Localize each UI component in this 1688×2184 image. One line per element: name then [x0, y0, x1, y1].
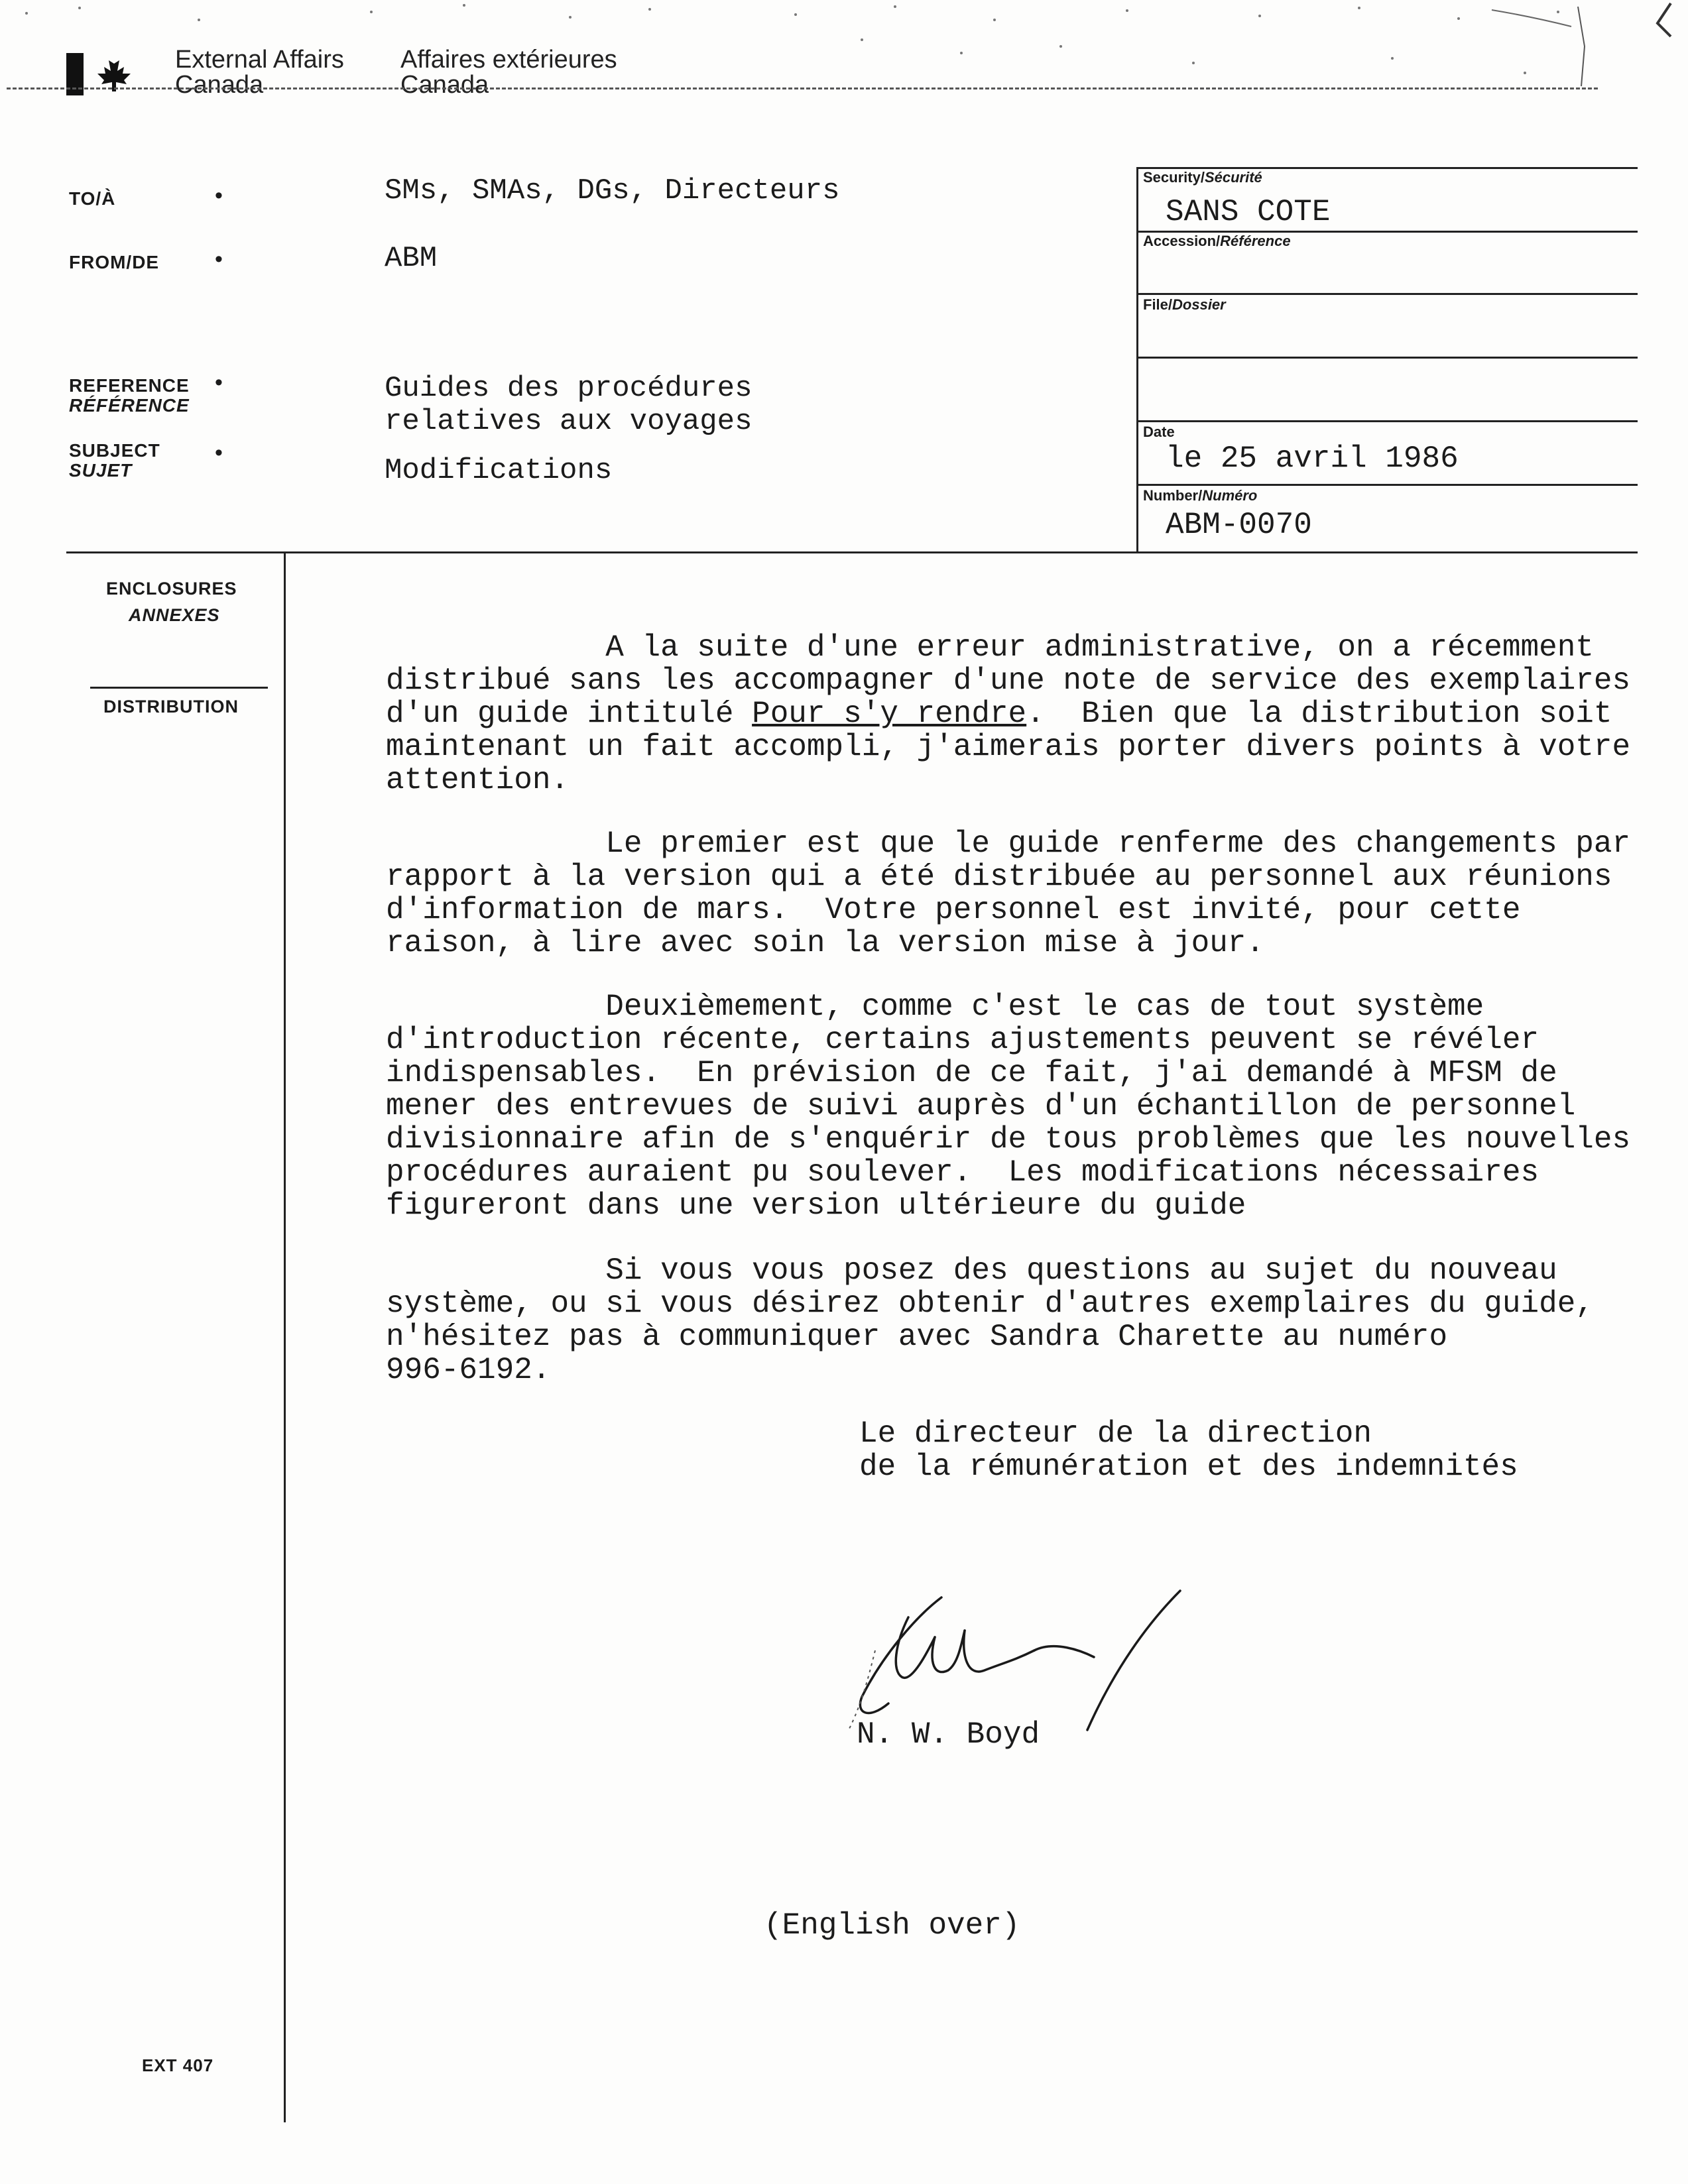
- from-value: ABM: [385, 242, 438, 275]
- paragraph-3-line: d'introduction récente, certains ajustements peuvent se révéler: [386, 1023, 1539, 1057]
- header-divider: [66, 551, 1638, 553]
- reference-label-fr: RÉFÉRENCE: [69, 395, 190, 416]
- paragraph-2-line: raison, à lire avec soin la version mise à jour.: [386, 926, 1265, 960]
- english-over-note: (English over): [764, 1908, 1020, 1943]
- signatory-title-line2: de la rémunération et des indemnités: [859, 1450, 1518, 1484]
- to-label: TO/À: [69, 188, 116, 209]
- distribution-label: DISTRIBUTION: [103, 697, 239, 717]
- reference-bullet: •: [215, 370, 223, 395]
- reference-label-en: REFERENCE: [69, 375, 190, 396]
- department-country-en: Canada: [175, 71, 264, 99]
- paragraph-1-line: A la suite d'une erreur administrative, on a récemment: [386, 630, 1594, 665]
- box-rule: [1138, 420, 1638, 422]
- paragraph-2-line: rapport à la version qui a été distribuée au personnel aux réunions: [386, 860, 1612, 894]
- from-label: FROM/DE: [69, 252, 160, 272]
- canada-flag-icon: [64, 50, 137, 98]
- box-rule: [1138, 357, 1638, 359]
- subject-value: Modifications: [385, 454, 613, 487]
- reference-value-line2: relatives aux voyages: [385, 405, 753, 438]
- department-name-fr: Affaires extérieures: [400, 46, 617, 74]
- paragraph-4-line: Si vous vous posez des questions au sujet du nouveau: [386, 1253, 1557, 1288]
- paragraph-1-line: d'un guide intitulé Pour s'y rendre. Bien que la distribution soit: [386, 697, 1612, 731]
- paragraph-1-line: attention.: [386, 763, 570, 797]
- security-label: Security/Sécurité: [1143, 169, 1262, 186]
- paragraph-4-line: n'hésitez pas à communiquer avec Sandra Charette au numéro: [386, 1320, 1448, 1354]
- enclosures-label: ENCLOSURES: [106, 579, 237, 599]
- paragraph-4-line: système, ou si vous désirez obtenir d'autres exemplaires du guide,: [386, 1287, 1594, 1321]
- box-rule: [1138, 484, 1638, 486]
- paragraph-2-line: d'information de mars. Votre personnel est invité, pour cette: [386, 893, 1521, 927]
- guide-title: Pour s'y rendre: [752, 697, 1027, 731]
- box-left-border: [1136, 167, 1138, 553]
- form-code: EXT 407: [142, 2055, 214, 2075]
- to-bullet: •: [215, 183, 223, 208]
- from-bullet: •: [215, 247, 223, 272]
- accession-label: Accession/Référence: [1143, 233, 1291, 249]
- paragraph-3-line: indispensables. En prévision de ce fait, j'ai demandé à MFSM de: [386, 1056, 1557, 1090]
- date-value: le 25 avril 1986: [1166, 441, 1459, 476]
- sidebar-divider: [284, 551, 286, 2122]
- paragraph-2-line: Le premier est que le guide renferme des changements par: [386, 827, 1631, 861]
- box-rule: [1138, 293, 1638, 295]
- paragraph-4-line: 996-6192.: [386, 1353, 551, 1387]
- number-value: ABM-0070: [1166, 508, 1312, 542]
- distribution-rule: [90, 687, 268, 689]
- subject-label-fr: SUJET: [69, 460, 133, 481]
- letterhead-rule: [7, 87, 1598, 89]
- department-name-en: External Affairs: [175, 46, 344, 74]
- paragraph-3-line: figureront dans une version ultérieure du guide: [386, 1188, 1246, 1223]
- paragraph-1-line: distribué sans les accompagner d'une note de service des exemplaires: [386, 663, 1631, 698]
- paragraph-3-line: procédures auraient pu soulever. Les modifications nécessaires: [386, 1155, 1539, 1190]
- subject-label-en: SUBJECT: [69, 440, 160, 461]
- to-value: SMs, SMAs, DGs, Directeurs: [385, 174, 840, 207]
- department-country-fr: Canada: [400, 71, 489, 99]
- number-label: Number/Numéro: [1143, 487, 1258, 504]
- paragraph-3-line: mener des entrevues de suivi auprès d'un échantillon de personnel: [386, 1089, 1576, 1123]
- security-value: SANS COTE: [1166, 195, 1331, 229]
- subject-bullet: •: [215, 440, 223, 465]
- reference-value-line1: Guides des procédures: [385, 372, 753, 405]
- signatory-title-line1: Le directeur de la direction: [859, 1416, 1372, 1451]
- file-label: File/Dossier: [1143, 296, 1226, 313]
- annexes-label: ANNEXES: [129, 605, 220, 625]
- signatory-name: N. W. Boyd: [857, 1717, 1040, 1752]
- date-label: Date: [1143, 424, 1175, 440]
- paragraph-3-line: Deuxièmement, comme c'est le cas de tout système: [386, 990, 1484, 1024]
- paragraph-3-line: divisionnaire afin de s'enquérir de tous problèmes que les nouvelles: [386, 1122, 1631, 1157]
- paragraph-1-line: maintenant un fait accompli, j'aimerais porter divers points à votre: [386, 730, 1631, 764]
